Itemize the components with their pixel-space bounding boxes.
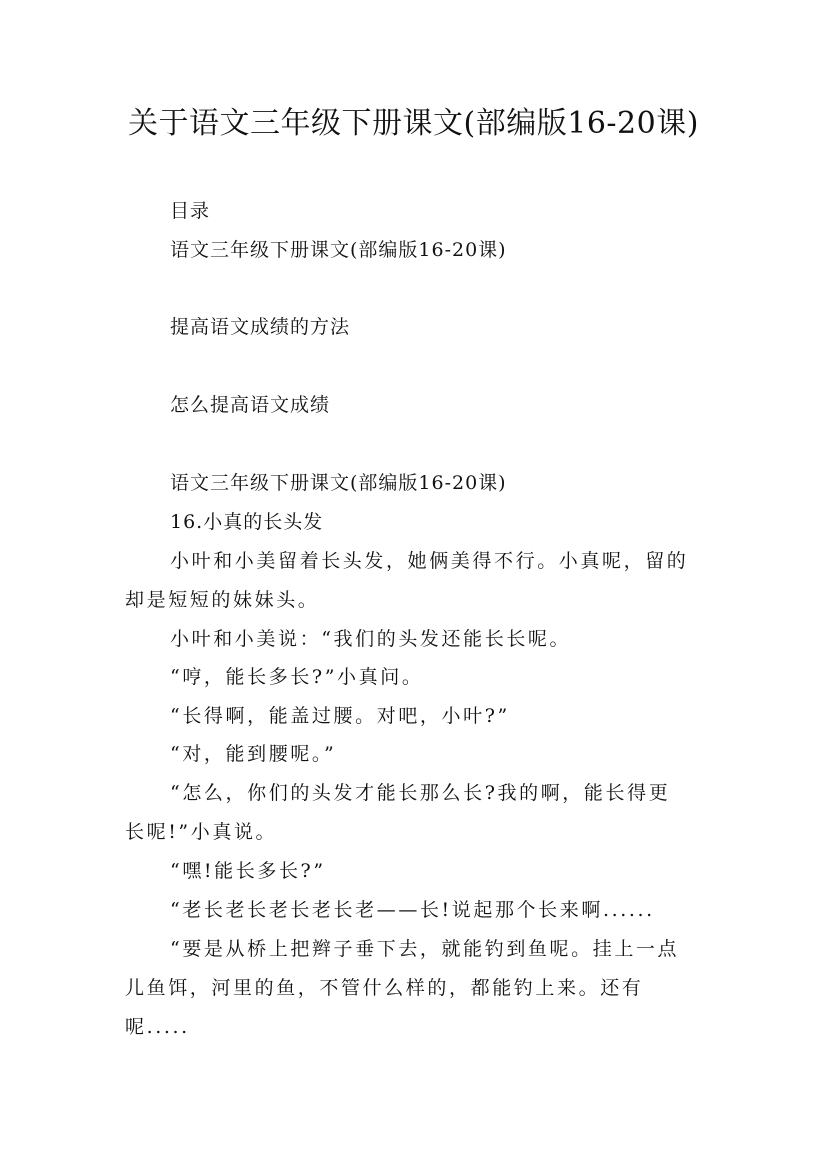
paragraph-8: “老长老长老长老长老——长!说起那个长来啊...... <box>170 899 655 921</box>
paragraph-9-line-3: 呢..... <box>125 1016 190 1038</box>
paragraph-9-line-1: “要是从桥上把辫子垂下去，就能钓到鱼呢。挂上一点 <box>170 938 680 960</box>
toc-item-1[interactable]: 语文三年级下册课文(部编版16-20课) <box>170 239 507 261</box>
paragraph-6-line-2: 长呢!”小真说。 <box>125 821 278 843</box>
paragraph-3: “哼，能长多长?”小真问。 <box>170 666 424 688</box>
paragraph-5: “对，能到腰呢。” <box>170 743 337 765</box>
toc-item-3[interactable]: 怎么提高语文成绩 <box>170 394 331 416</box>
paragraph-7: “嘿!能长多长?” <box>170 860 326 882</box>
paragraph-1-line-1: 小叶和小美留着长头发，她俩美得不行。小真呢，留的 <box>170 550 689 572</box>
paragraph-1-line-2: 却是短短的妹妹头。 <box>125 589 320 611</box>
lesson-title: 16.小真的长头发 <box>170 511 324 533</box>
paragraph-2: 小叶和小美说：“我们的头发还能长长呢。 <box>170 628 572 650</box>
toc-heading: 目录 <box>170 200 211 222</box>
document-title: 关于语文三年级下册课文(部编版16-20课) <box>128 106 699 141</box>
paragraph-9-line-2: 儿鱼饵，河里的鱼，不管什么样的，都能钓上来。还有 <box>125 977 644 999</box>
paragraph-6-line-1: “怎么，你们的头发才能长那么长?我的啊，能长得更 <box>170 782 671 804</box>
paragraph-4: “长得啊，能盖过腰。对吧，小叶?” <box>170 705 510 727</box>
section-heading: 语文三年级下册课文(部编版16-20课) <box>170 472 507 494</box>
toc-item-2[interactable]: 提高语文成绩的方法 <box>170 316 351 338</box>
